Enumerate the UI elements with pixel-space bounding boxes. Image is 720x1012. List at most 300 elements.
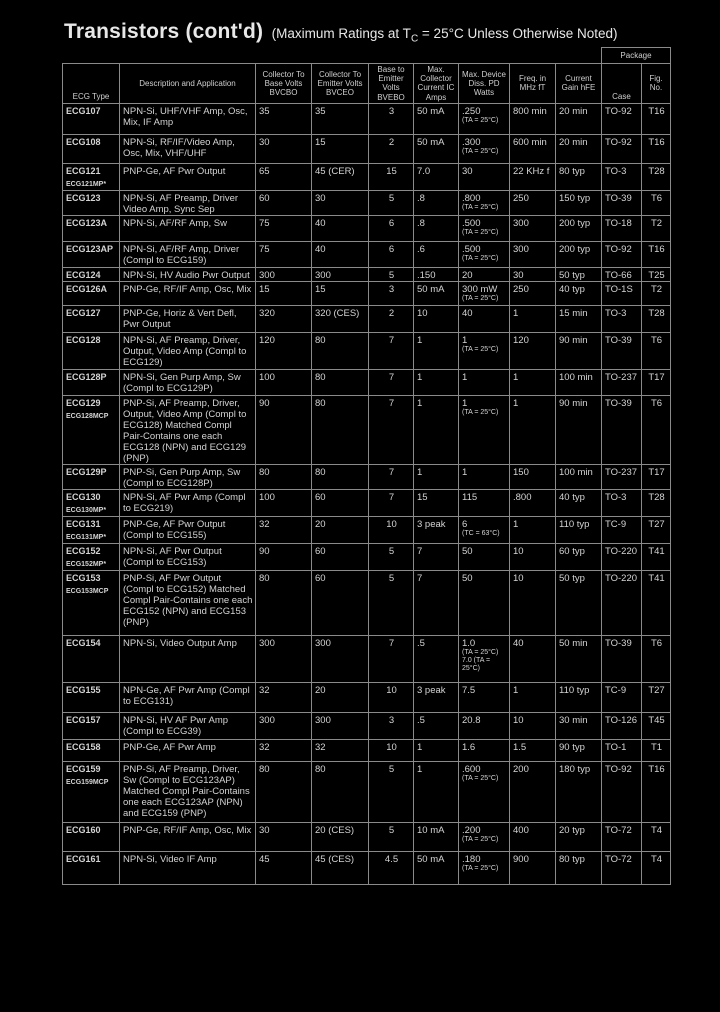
pd-cell (459, 103, 510, 134)
pd-value: 1 (462, 371, 468, 383)
ecg-type: ECG153 (66, 572, 101, 583)
pd-value: 300 mW (462, 283, 498, 295)
description-cell: NPN-Si, AF Pwr Amp (Compl to ECG219) (120, 489, 256, 516)
fig-cell: T27 (642, 682, 671, 712)
case-cell: TO-3 (602, 163, 642, 190)
description-cell: NPN-Si, RF/IF/Video Amp, Osc, Mix, VHF/UHF (120, 134, 256, 163)
pd-cell (459, 305, 510, 332)
description-cell: PNP-Si, Gen Purp Amp, Sw (Compl to ECG128P) (120, 464, 256, 489)
pd-cell (459, 134, 510, 163)
pd-value: 50 (462, 572, 473, 584)
fig-cell: T17 (642, 369, 671, 395)
ecg-type-cell (63, 190, 120, 215)
pd-value: 30 (462, 165, 473, 177)
ecg-type-cell (63, 851, 120, 884)
table-row (63, 635, 671, 682)
hfe-cell: 180 typ (556, 761, 602, 822)
ecg-type: ECG123 (66, 192, 101, 203)
pd-value: 20 (462, 269, 473, 281)
pd-note: (TA = 25°C) (462, 294, 499, 302)
pd-cell (459, 851, 510, 884)
fig-cell: T28 (642, 305, 671, 332)
ft-cell: 1 (510, 682, 556, 712)
ic-cell: .8 (414, 215, 459, 241)
bvceo-cell: 15 (312, 281, 369, 305)
bvebo-cell: 10 (369, 682, 414, 712)
pd-cell (459, 570, 510, 635)
pd-cell (459, 281, 510, 305)
page-title (64, 20, 618, 45)
case-cell: TO-126 (602, 712, 642, 739)
pd-cell (459, 267, 510, 281)
ecg-type: ECG123AP (66, 243, 114, 254)
ic-cell: 10 mA (414, 822, 459, 851)
ecg-pair-type: ECG130MP* (66, 506, 107, 514)
description-cell: NPN-Si, AF Pwr Output (Compl to ECG153) (120, 543, 256, 570)
pd-note: (TA = 25°C) (462, 835, 499, 843)
header-description: Description and Application (120, 64, 256, 104)
pd-value: 1 (462, 397, 468, 409)
ecg-type: ECG161 (66, 853, 101, 864)
header-pd: Max. Device Diss. PD Watts (459, 64, 510, 104)
ecg-type-cell (63, 739, 120, 761)
case-cell: TO-220 (602, 570, 642, 635)
pd-value: 6 (462, 518, 468, 530)
table-row (63, 712, 671, 739)
pd-value: .600 (462, 763, 481, 775)
bvcbo-cell: 32 (256, 516, 312, 543)
bvcbo-cell: 32 (256, 682, 312, 712)
case-cell: TO-1 (602, 739, 642, 761)
bvceo-cell: 40 (312, 241, 369, 267)
table-row (63, 822, 671, 851)
case-cell: TO-66 (602, 267, 642, 281)
hfe-cell: 20 min (556, 134, 602, 163)
bvceo-cell: 15 (312, 134, 369, 163)
ft-cell: 400 (510, 822, 556, 851)
table-body (63, 103, 671, 884)
pd-value: 115 (462, 491, 478, 503)
fig-cell: T28 (642, 489, 671, 516)
bvceo-cell: 45 (CER) (312, 163, 369, 190)
pd-note: (TA = 25°C) (462, 228, 499, 236)
hfe-cell: 15 min (556, 305, 602, 332)
ecg-type-cell (63, 267, 120, 281)
ft-cell: 200 (510, 761, 556, 822)
ecg-type: ECG129 (66, 397, 101, 408)
case-cell: TC-9 (602, 516, 642, 543)
ic-cell: 7 (414, 570, 459, 635)
bvceo-cell: 300 (312, 712, 369, 739)
case-cell: TO-3 (602, 305, 642, 332)
case-cell: TO-92 (602, 134, 642, 163)
bvceo-cell: 80 (312, 464, 369, 489)
bvcbo-cell: 300 (256, 635, 312, 682)
bvebo-cell: 7 (369, 395, 414, 464)
ft-cell: 10 (510, 543, 556, 570)
description-cell: NPN-Si, UHF/VHF Amp, Osc, Mix, IF Amp (120, 103, 256, 134)
table-row (63, 190, 671, 215)
ft-cell: 250 (510, 281, 556, 305)
pd-cell (459, 543, 510, 570)
bvebo-cell: 6 (369, 241, 414, 267)
ic-cell: .5 (414, 635, 459, 682)
bvcbo-cell: 75 (256, 215, 312, 241)
ecg-type-cell (63, 281, 120, 305)
ecg-type: ECG158 (66, 741, 101, 752)
ecg-type: ECG121 (66, 165, 101, 176)
case-cell: TO-1S (602, 281, 642, 305)
table-row (63, 134, 671, 163)
table-row (63, 369, 671, 395)
hfe-cell: 200 typ (556, 241, 602, 267)
fig-cell: T16 (642, 761, 671, 822)
bvcbo-cell: 45 (256, 851, 312, 884)
hfe-cell: 20 typ (556, 822, 602, 851)
pd-cell (459, 516, 510, 543)
ft-cell: 30 (510, 267, 556, 281)
pd-cell (459, 489, 510, 516)
ecg-type: ECG128 (66, 334, 101, 345)
pd-value: .300 (462, 136, 481, 148)
description-cell: NPN-Si, AF Preamp, Driver Video Amp, Sync Sep (120, 190, 256, 215)
bvcbo-cell: 300 (256, 712, 312, 739)
fig-cell: T17 (642, 464, 671, 489)
header-ft: Freq. in MHz fT (510, 64, 556, 104)
pd-note: (TA = 25°C) (462, 203, 499, 211)
bvcbo-cell: 80 (256, 464, 312, 489)
description-cell: NPN-Si, Video Output Amp (120, 635, 256, 682)
pd-note: (TA = 25°C) (462, 116, 499, 124)
table-row (63, 332, 671, 369)
ft-cell: 22 KHz f (510, 163, 556, 190)
pd-value: 1.0 (462, 637, 476, 649)
table-row (63, 281, 671, 305)
header-ic: Max. Collector Current IC Amps (414, 64, 459, 104)
header-fig: Fig. No. (642, 64, 671, 104)
table-row (63, 851, 671, 884)
fig-cell: T6 (642, 395, 671, 464)
case-cell: TC-9 (602, 682, 642, 712)
description-cell: PNP-Si, AF Preamp, Driver, Output, Video Amp (Compl to ECG128) Matched Compl Pair-Contains one each ECG128 (NPN) and ECG129 (PNP) (120, 395, 256, 464)
bvceo-cell: 80 (312, 332, 369, 369)
pd-cell (459, 215, 510, 241)
fig-cell: T2 (642, 281, 671, 305)
description-cell: PNP-Ge, Horiz & Vert Defl, Pwr Output (120, 305, 256, 332)
header-case: Case (602, 64, 642, 104)
pd-value: 7.5 (462, 684, 476, 696)
pd-value: 50 (462, 545, 473, 557)
ecg-type-cell (63, 635, 120, 682)
bvcbo-cell: 60 (256, 190, 312, 215)
ecg-type-cell (63, 712, 120, 739)
pd-note: (TA = 25°C) (462, 254, 499, 262)
pd-cell (459, 712, 510, 739)
hfe-cell: 110 typ (556, 516, 602, 543)
pd-value: .200 (462, 824, 481, 836)
bvceo-cell: 80 (312, 761, 369, 822)
header-ecg-type: ECG Type (63, 64, 120, 104)
case-cell: TO-237 (602, 369, 642, 395)
pd-note: (TA = 25°C) (462, 774, 499, 782)
hfe-cell: 90 typ (556, 739, 602, 761)
ic-cell: 3 peak (414, 682, 459, 712)
ecg-type: ECG155 (66, 684, 101, 695)
bvceo-cell: 80 (312, 369, 369, 395)
bvebo-cell: 5 (369, 822, 414, 851)
description-cell: NPN-Si, Gen Purp Amp, Sw (Compl to ECG129P) (120, 369, 256, 395)
ecg-type-cell (63, 163, 120, 190)
ft-cell: 900 (510, 851, 556, 884)
ic-cell: 1 (414, 395, 459, 464)
ft-cell: 1 (510, 395, 556, 464)
ecg-pair-type: ECG152MP* (66, 560, 107, 568)
case-cell: TO-39 (602, 190, 642, 215)
ecg-pair-type: ECG131MP* (66, 533, 107, 541)
ecg-type: ECG123A (66, 217, 108, 228)
hfe-cell: 30 min (556, 712, 602, 739)
bvebo-cell: 4.5 (369, 851, 414, 884)
bvceo-cell: 300 (312, 635, 369, 682)
hfe-cell: 50 typ (556, 267, 602, 281)
bvebo-cell: 15 (369, 163, 414, 190)
case-cell: TO-18 (602, 215, 642, 241)
hfe-cell: 100 min (556, 369, 602, 395)
pd-cell (459, 395, 510, 464)
ecg-type: ECG126A (66, 283, 108, 294)
case-cell: TO-39 (602, 395, 642, 464)
pd-note: (TC = 63°C) (462, 529, 500, 537)
table-row (63, 543, 671, 570)
title-note: (Maximum Ratings at $T_C = 25^\circ C$ Unless Otherwise Noted) (271, 26, 618, 45)
ecg-type: ECG108 (66, 136, 101, 147)
ic-cell: 1 (414, 332, 459, 369)
ft-cell: 120 (510, 332, 556, 369)
case-cell: TO-220 (602, 543, 642, 570)
table-row (63, 739, 671, 761)
fig-cell: T4 (642, 822, 671, 851)
pd-value: 1.6 (462, 741, 476, 753)
bvceo-cell: 60 (312, 543, 369, 570)
case-cell: TO-92 (602, 241, 642, 267)
bvebo-cell: 7 (369, 489, 414, 516)
ic-cell: 7 (414, 543, 459, 570)
ft-cell: 300 (510, 241, 556, 267)
bvebo-cell: 3 (369, 103, 414, 134)
ecg-type: ECG157 (66, 714, 101, 725)
table-row (63, 489, 671, 516)
ecg-type: ECG129P (66, 466, 107, 477)
table-row (63, 395, 671, 464)
ecg-type: ECG152 (66, 545, 101, 556)
ecg-type: ECG159 (66, 763, 101, 774)
bvebo-cell: 10 (369, 739, 414, 761)
pd-cell (459, 332, 510, 369)
bvebo-cell: 3 (369, 712, 414, 739)
bvcbo-cell: 80 (256, 761, 312, 822)
bvebo-cell: 6 (369, 215, 414, 241)
pd-value: .800 (462, 192, 481, 204)
transistor-table (62, 47, 671, 885)
ft-cell: 40 (510, 635, 556, 682)
header-package: Package (602, 48, 671, 64)
bvebo-cell: 7 (369, 369, 414, 395)
case-cell: TO-72 (602, 822, 642, 851)
fig-cell: T16 (642, 103, 671, 134)
bvceo-cell: 30 (312, 190, 369, 215)
bvebo-cell: 2 (369, 134, 414, 163)
description-cell: PNP-Si, AF Pwr Output (Compl to ECG152) Matched Compl Pair-Contains one each ECG152 (NPN) and ECG153 (PNP) (120, 570, 256, 635)
fig-cell: T4 (642, 851, 671, 884)
case-cell: TO-39 (602, 332, 642, 369)
bvceo-cell: 320 (CES) (312, 305, 369, 332)
bvebo-cell: 5 (369, 570, 414, 635)
ft-cell: 150 (510, 464, 556, 489)
case-cell: TO-72 (602, 851, 642, 884)
pd-value: .500 (462, 243, 481, 255)
pd-value: 1 (462, 334, 468, 346)
ft-cell: 10 (510, 570, 556, 635)
table-row (63, 570, 671, 635)
bvceo-cell: 45 (CES) (312, 851, 369, 884)
ecg-type-cell (63, 332, 120, 369)
description-cell: NPN-Si, HV AF Pwr Amp (Compl to ECG39) (120, 712, 256, 739)
description-cell: PNP-Ge, AF Pwr Output (Compl to ECG155) (120, 516, 256, 543)
ic-cell: 50 mA (414, 281, 459, 305)
ic-cell: 15 (414, 489, 459, 516)
case-cell: TO-39 (602, 635, 642, 682)
bvceo-cell: 32 (312, 739, 369, 761)
fig-cell: T2 (642, 215, 671, 241)
ecg-type: ECG127 (66, 307, 101, 318)
hfe-cell: 100 min (556, 464, 602, 489)
ic-cell: .5 (414, 712, 459, 739)
ic-cell: 50 mA (414, 851, 459, 884)
bvcbo-cell: 80 (256, 570, 312, 635)
bvebo-cell: 5 (369, 543, 414, 570)
header-bvebo: Base to Emitter Volts BVEBO (369, 64, 414, 104)
ft-cell: 1 (510, 516, 556, 543)
header-bvcbo: Collector To Base Volts BVCBO (256, 64, 312, 104)
case-cell: TO-237 (602, 464, 642, 489)
bvebo-cell: 5 (369, 761, 414, 822)
fig-cell: T45 (642, 712, 671, 739)
bvebo-cell: 5 (369, 190, 414, 215)
ecg-type-cell (63, 241, 120, 267)
pd-note: (TA = 25°C) (462, 864, 499, 872)
ecg-pair-type: ECG153MCP (66, 587, 109, 595)
ic-cell: 7.0 (414, 163, 459, 190)
bvceo-cell: 35 (312, 103, 369, 134)
ic-cell: .8 (414, 190, 459, 215)
pd-note: (TA = 25°C) (462, 147, 499, 155)
hfe-cell: 80 typ (556, 851, 602, 884)
ecg-type-cell (63, 822, 120, 851)
bvcbo-cell: 320 (256, 305, 312, 332)
ic-cell: .150 (414, 267, 459, 281)
hfe-cell: 40 typ (556, 489, 602, 516)
hfe-cell: 50 typ (556, 570, 602, 635)
ecg-pair-type: ECG121MP* (66, 180, 107, 188)
bvceo-cell: 300 (312, 267, 369, 281)
ft-cell: 300 (510, 215, 556, 241)
ft-cell: 800 min (510, 103, 556, 134)
case-cell: TO-92 (602, 103, 642, 134)
hfe-cell: 40 typ (556, 281, 602, 305)
pd-cell (459, 635, 510, 682)
pd-value: .500 (462, 217, 481, 229)
bvcbo-cell: 90 (256, 543, 312, 570)
pd-cell (459, 241, 510, 267)
ecg-type-cell (63, 570, 120, 635)
hfe-cell: 50 min (556, 635, 602, 682)
bvceo-cell: 60 (312, 570, 369, 635)
bvebo-cell: 7 (369, 464, 414, 489)
pd-value: .180 (462, 853, 481, 865)
bvcbo-cell: 30 (256, 822, 312, 851)
ecg-type: ECG124 (66, 269, 101, 280)
header-hfe: Current Gain hFE (556, 64, 602, 104)
bvceo-cell: 80 (312, 395, 369, 464)
table-row (63, 761, 671, 822)
ecg-type: ECG131 (66, 518, 101, 529)
ic-cell: 1 (414, 739, 459, 761)
bvebo-cell: 7 (369, 635, 414, 682)
fig-cell: T6 (642, 190, 671, 215)
ecg-type: ECG128P (66, 371, 107, 382)
bvebo-cell: 5 (369, 267, 414, 281)
table-row (63, 464, 671, 489)
case-cell: TO-3 (602, 489, 642, 516)
ic-cell: 50 mA (414, 134, 459, 163)
ft-cell: 1 (510, 369, 556, 395)
hfe-cell: 200 typ (556, 215, 602, 241)
table-row (63, 267, 671, 281)
ecg-type-cell (63, 103, 120, 134)
description-cell: NPN-Ge, AF Pwr Amp (Compl to ECG131) (120, 682, 256, 712)
hfe-cell: 80 typ (556, 163, 602, 190)
ft-cell: 250 (510, 190, 556, 215)
ecg-type-cell (63, 516, 120, 543)
ft-cell: 600 min (510, 134, 556, 163)
pd-cell (459, 163, 510, 190)
bvebo-cell: 10 (369, 516, 414, 543)
bvcbo-cell: 35 (256, 103, 312, 134)
pd-cell (459, 369, 510, 395)
ecg-type-cell (63, 369, 120, 395)
ic-cell: 10 (414, 305, 459, 332)
bvcbo-cell: 65 (256, 163, 312, 190)
table-row (63, 241, 671, 267)
bvcbo-cell: 32 (256, 739, 312, 761)
description-cell: PNP-Ge, RF/IF Amp, Osc, Mix (120, 281, 256, 305)
fig-cell: T28 (642, 163, 671, 190)
bvceo-cell: 60 (312, 489, 369, 516)
pd-value: 40 (462, 307, 473, 319)
ic-cell: 50 mA (414, 103, 459, 134)
ic-cell: 1 (414, 761, 459, 822)
pd-value: .250 (462, 105, 481, 117)
ecg-type-cell (63, 489, 120, 516)
table-row (63, 103, 671, 134)
bvcbo-cell: 75 (256, 241, 312, 267)
ic-cell: 1 (414, 369, 459, 395)
fig-cell: T25 (642, 267, 671, 281)
fig-cell: T41 (642, 570, 671, 635)
title-main: Transistors (cont'd) (64, 20, 264, 43)
ecg-type-cell (63, 305, 120, 332)
fig-cell: T41 (642, 543, 671, 570)
